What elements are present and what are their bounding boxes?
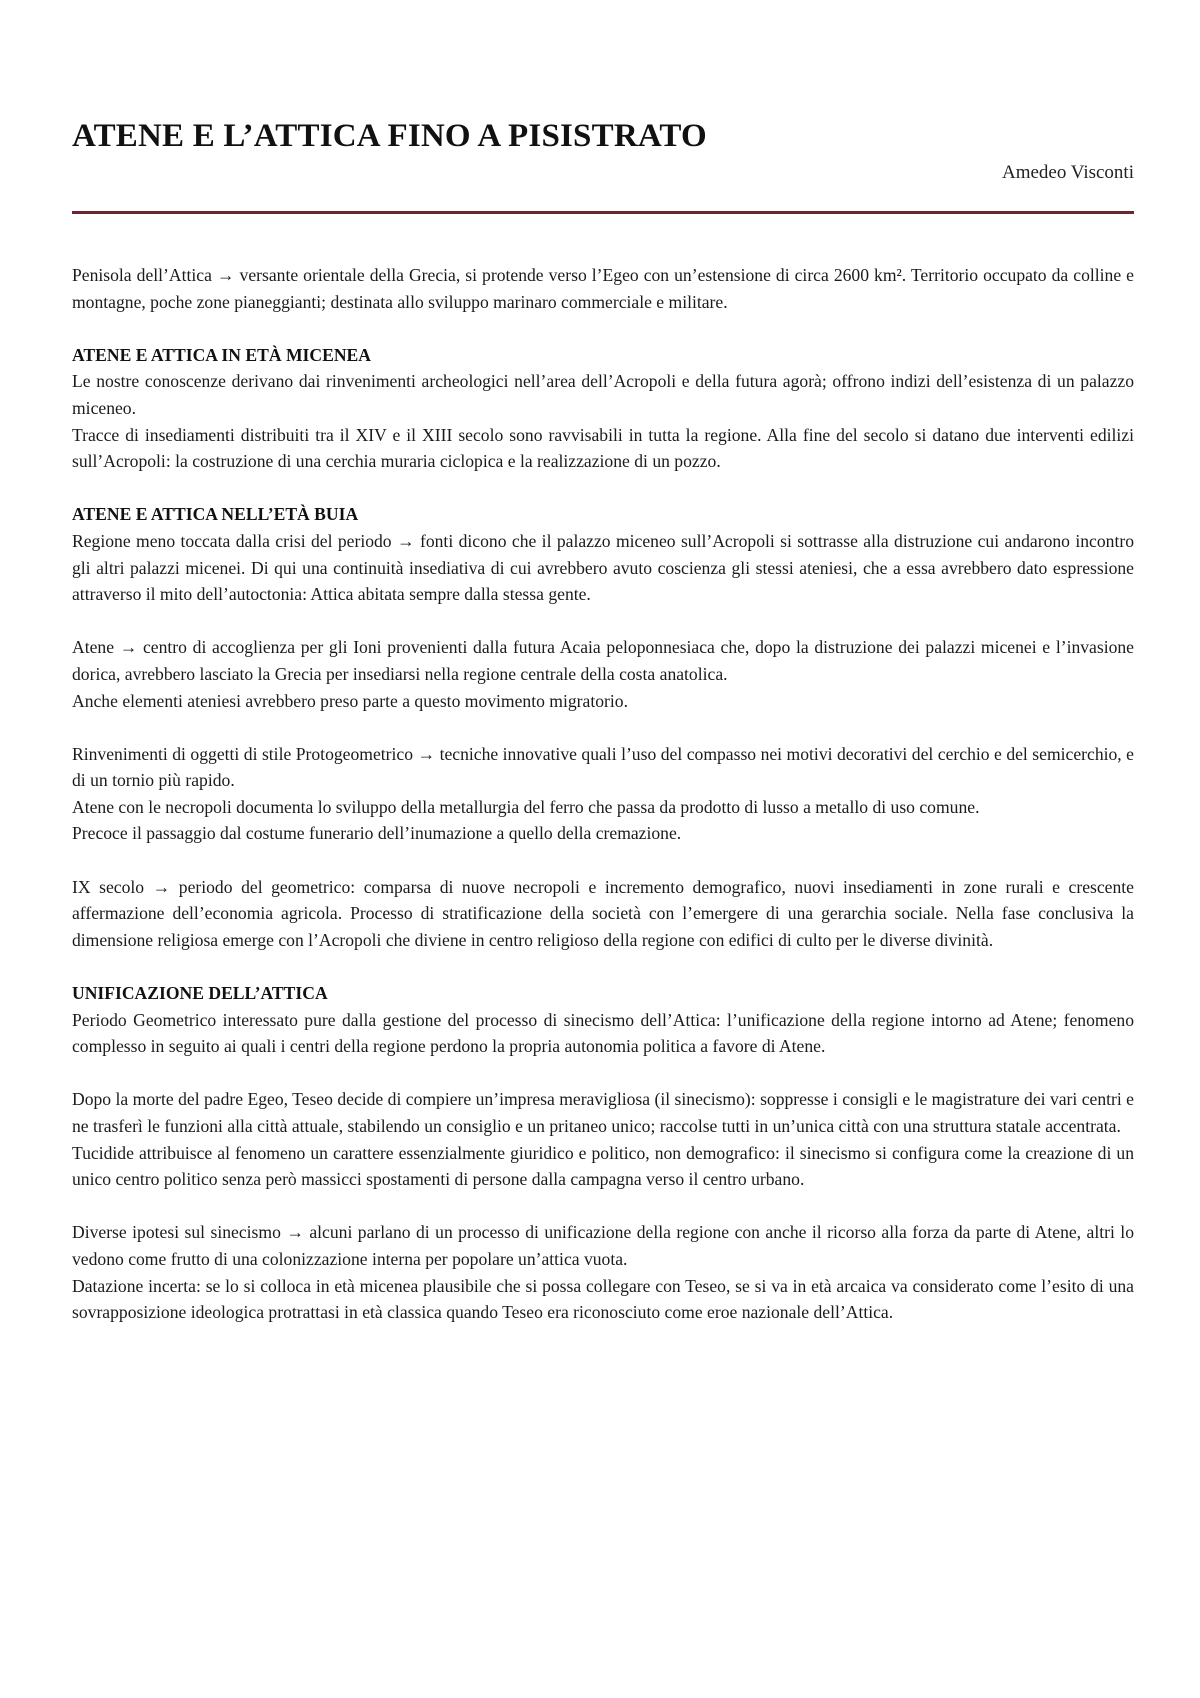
author-name: Amedeo Visconti [1001,162,1134,183]
title-divider [72,211,1134,214]
paragraph: Regione meno toccata dalla crisi del periodo → fonti dicono che il palazzo miceneo sull’Acropoli si sottrasse alla distruzione cui andarono incontro gli altri palazzi micenei. Di qui una continuità insediativa di cui avrebbero avuto coscienza gli stessi ateniesi, che a essa avrebbero dato espressione attraverso il mito dell’autoctonia: Attica abitata sempre dalla stessa gente. [72,530,1134,605]
spacer [72,847,1134,874]
spacer [72,714,1134,741]
paragraph: Rinvenimenti di oggetti di stile Protogeometrico → tecniche innovative quali l’uso del compasso nei motivi decorativi del cerchio e del semicerchio, e di un tornio più rapido. [72,743,1134,791]
spacer [72,475,1134,502]
paragraph: Diverse ipotesi sul sinecismo → alcuni parlano di un processo di unificazione della regione con anche il ricorso alla forza da parte di Atene, altri lo vedono come frutto di una colonizzazione interna per popolare un’attica vuota. [72,1222,1134,1269]
paragraph: Datazione incerta: se lo si colloca in età micenea plausibile che si possa collegare con Teseo, se si va in età arcaica va considerato come l’esito di una sovrapposizione ideologica protrattasi in età classica quando Teseo era riconosciuto come eroe nazionale dell’Attica. [72,1275,1134,1323]
spacer [72,1060,1134,1087]
spacer [72,608,1134,635]
document-body [72,262,1134,1326]
paragraph: Tracce di insediamenti distribuiti tra il XIV e il XIII secolo sono ravvisabili in tutta la regione. Alla fine del secolo si datano due interventi edilizi sull’Acropoli: la costruzione di una cerchia muraria ciclopica e la realizzazione di un pozzo. [72,424,1134,472]
paragraph: Atene → centro di accoglienza per gli Ioni provenienti dalla futura Acaia peloponnesiaca che, dopo la distruzione dei palazzi micenei e l’invasione dorica, avrebbero lasciato la Grecia per insediarsi nella regione centrale della costa anatolica. [72,637,1134,684]
section-heading-unificazione: UNIFICAZIONE DELL’ATTICA [72,983,328,1004]
paragraph: Le nostre conoscenze derivano dai rinvenimenti archeologici nell’area dell’Acropoli e della futura agorà; offrono indizi dell’esistenza di un palazzo miceneo. [72,371,1134,418]
intro-paragraph: Penisola dell’Attica → versante orientale della Grecia, si protende verso l’Egeo con un’estensione di circa 2600 km². Territorio occupato da colline e montagne, poche zone pianeggianti; destinata allo sviluppo marinaro commerciale e militare. [72,265,1134,312]
page-title: ATENE E L’ATTICA FINO A PISISTRATO [72,118,707,154]
spacer [72,1193,1134,1220]
spacer [72,953,1134,980]
section-heading-micenea: ATENE E ATTICA IN ETÀ MICENEA [72,344,371,365]
paragraph: Anche elementi ateniesi avrebbero preso parte a questo movimento migratorio. [72,690,628,711]
paragraph: Dopo la morte del padre Egeo, Teseo decide di compiere un’impresa meravigliosa (il sinecismo): soppresse i consigli e le magistrature dei vari centri e ne trasferì le funzioni alla città attuale, stabilendo un consiglio e un pritaneo unico; raccolse tutti in un’unica città con una struttura statale accentrata. [72,1089,1134,1136]
paragraph: Periodo Geometrico interessato pure dalla gestione del processo di sinecismo dell’Attica: l’unificazione della regione intorno ad Atene; fenomeno complesso in seguito ai quali i centri della regione perdono la propria autonomia politica a favore di Atene. [72,1009,1134,1057]
section-heading-eta-buia: ATENE E ATTICA NELL’ETÀ BUIA [72,504,359,525]
paragraph: IX secolo → periodo del geometrico: comparsa di nuove necropoli e incremento demografico, nuovi insediamenti in zone rurali e crescente affermazione dell’economia agricola. Processo di stratificazione della società con l’emergere di una gerarchia sociale. Nella fase conclusiva la dimensione religiosa emerge con l’Acropoli che diviene in centro religioso della regione con edifici di culto per le diverse divinità. [72,876,1134,950]
spacer [72,315,1134,342]
paragraph: Atene con le necropoli documenta lo sviluppo della metallurgia del ferro che passa da prodotto di lusso a metallo di uso comune. [72,796,980,817]
paragraph: Precoce il passaggio dal costume funerario dell’inumazione a quello della cremazione. [72,823,682,844]
paragraph: Tucidide attribuisce al fenomeno un carattere essenzialmente giuridico e politico, non demografico: il sinecismo si configura come la creazione di un unico centro politico senza però massicci spostamenti di persone dalla campagna verso il centro urbano. [72,1142,1134,1190]
